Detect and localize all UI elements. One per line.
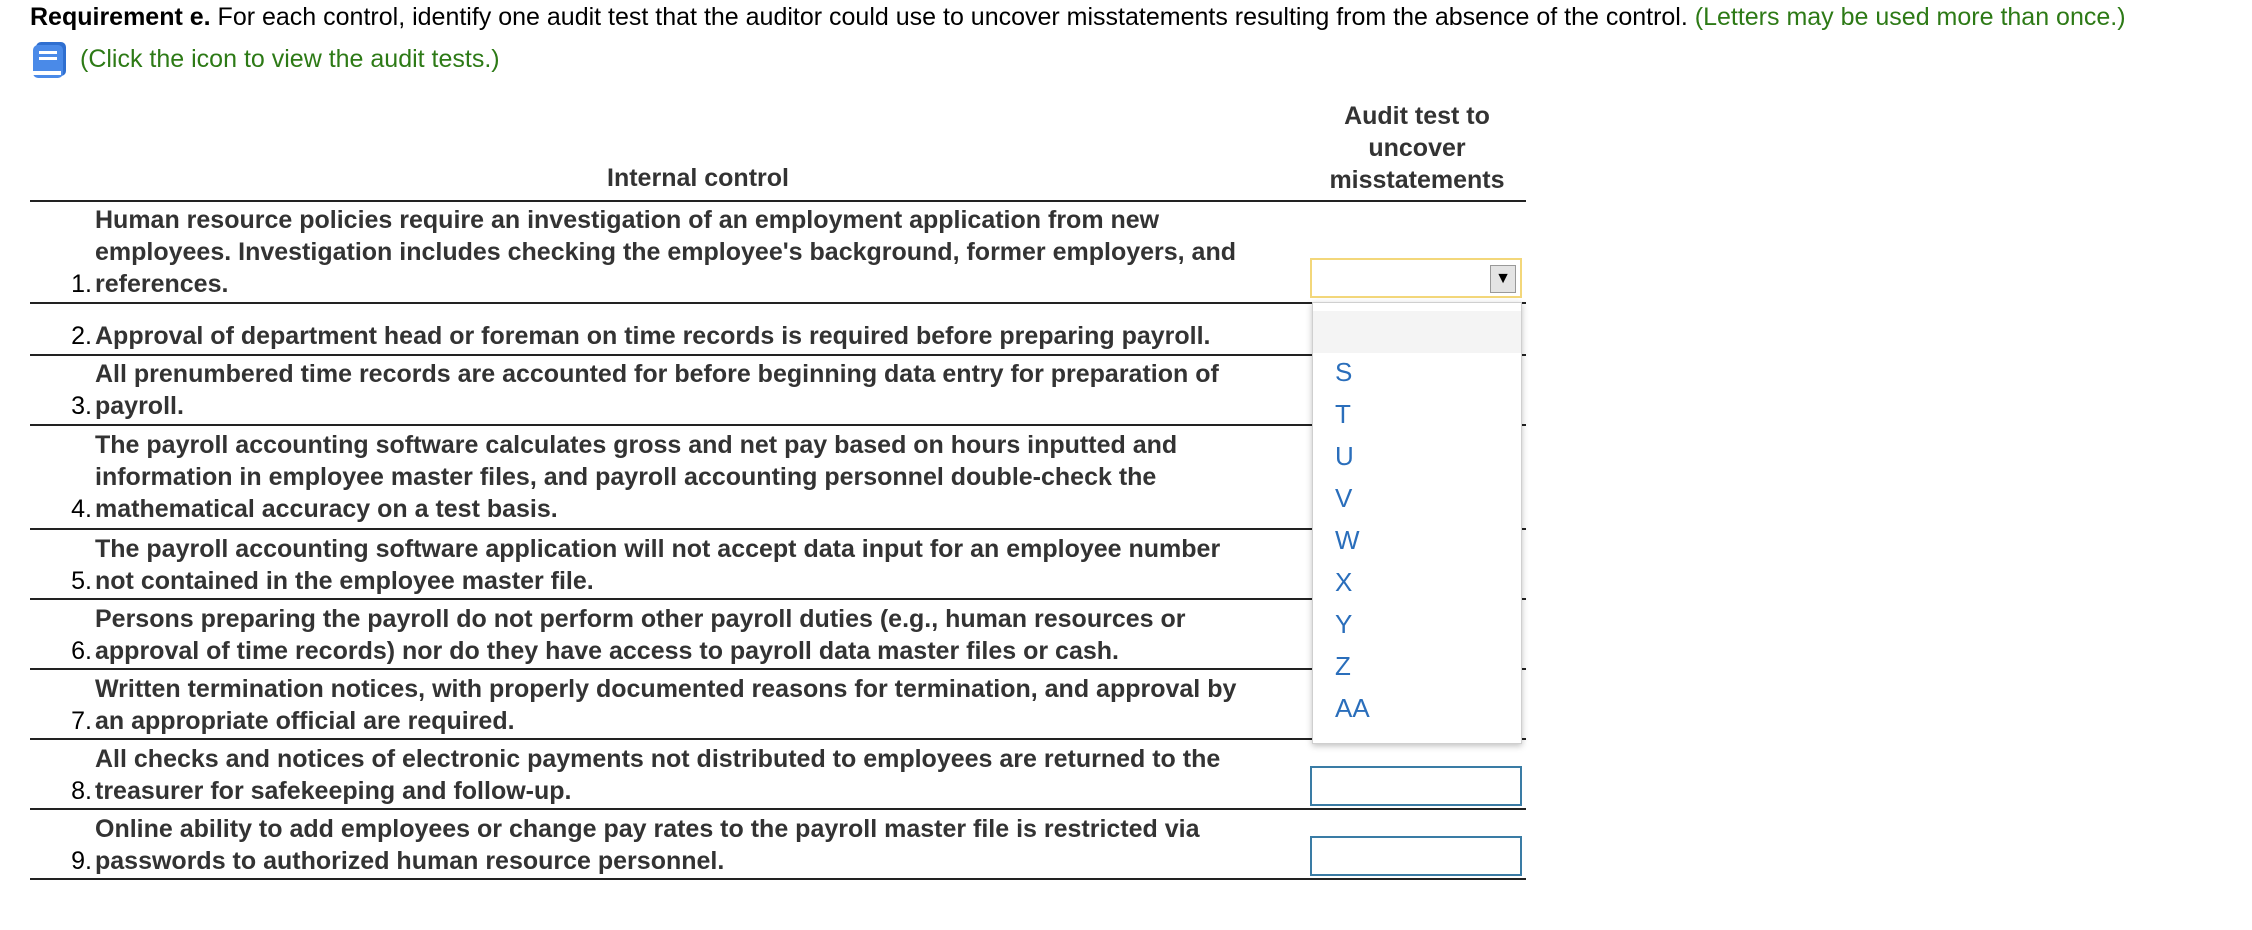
table-row xyxy=(30,320,1300,352)
table-row xyxy=(30,533,1300,597)
row-text-line: an appropriate official are required. xyxy=(95,707,515,735)
dropdown-option[interactable]: AA xyxy=(1335,693,1370,723)
table-row xyxy=(30,743,1300,807)
dropdown-option[interactable]: S xyxy=(1335,357,1353,387)
row-text-line: All prenumbered time records are accounted for before beginning data entry for preparation of xyxy=(95,360,1219,388)
table-divider xyxy=(30,528,1526,530)
table-divider xyxy=(30,668,1526,670)
row-text-line: treasurer for safekeeping and follow-up. xyxy=(95,777,572,805)
audit-test-header xyxy=(1310,100,1524,196)
row-text-line: The payroll accounting software application will not accept data input for an employee number xyxy=(95,535,1221,563)
row-number: 2. xyxy=(71,322,92,350)
table-divider xyxy=(30,598,1526,600)
row-number: 5. xyxy=(71,567,92,595)
requirement-text xyxy=(30,2,2126,32)
row-text-line: references. xyxy=(95,270,229,298)
requirement-instruction: For each control, identify one audit test that the auditor could use to uncover misstatements resulting from the absence of the control. xyxy=(210,3,1688,31)
row-text-line: The payroll accounting software calculates gross and net pay based on hours inputted and xyxy=(95,431,1178,459)
table-row xyxy=(30,204,1300,300)
dropdown-option[interactable]: W xyxy=(1335,525,1360,555)
row-text-line: mathematical accuracy on a test basis. xyxy=(95,495,558,523)
table-divider xyxy=(30,354,1526,356)
table-row xyxy=(30,603,1300,667)
row-number: 8. xyxy=(71,777,92,805)
table-divider xyxy=(30,738,1526,740)
dropdown-option[interactable]: Y xyxy=(1335,609,1353,639)
book-icon[interactable] xyxy=(30,38,72,80)
row-number: 4. xyxy=(71,495,92,523)
audit-test-dropdown-list[interactable] xyxy=(1312,302,1522,744)
requirement-label: Requirement e. xyxy=(30,3,211,31)
audit-tests-link-line xyxy=(30,38,500,80)
audit-test-header-line: uncover xyxy=(1368,134,1466,162)
row-text-line: Approval of department head or foreman on time records is required before preparing payroll. xyxy=(95,322,1211,350)
row-text-line: employees. Investigation includes checking the employee's background, former employers, and xyxy=(95,238,1237,266)
table-row xyxy=(30,673,1300,737)
table-divider xyxy=(30,808,1526,810)
row-number: 3. xyxy=(71,392,92,420)
dropdown-option[interactable]: U xyxy=(1335,441,1354,471)
audit-test-header-line: misstatements xyxy=(1329,166,1505,194)
dropdown-option[interactable]: V xyxy=(1335,483,1353,513)
row-text-line: approval of time records) nor do they have access to payroll data master files or cash. xyxy=(95,637,1119,665)
row-number: 1. xyxy=(71,270,92,298)
row-text-line: Online ability to add employees or change pay rates to the payroll master file is restricted via xyxy=(95,815,1200,843)
row-number: 7. xyxy=(71,707,92,735)
audit-test-select-row-1[interactable] xyxy=(1310,258,1522,298)
audit-test-select-row-8[interactable] xyxy=(1310,766,1522,806)
row-text-line: passwords to authorized human resource personnel. xyxy=(95,847,725,875)
table-divider xyxy=(30,302,1526,304)
row-text-line: information in employee master files, and payroll accounting personnel double-check the xyxy=(95,463,1157,491)
dropdown-option[interactable]: T xyxy=(1335,399,1351,429)
dropdown-option[interactable]: X xyxy=(1335,567,1353,597)
audit-test-header-line: Audit test to xyxy=(1344,102,1490,130)
row-text-line: payroll. xyxy=(95,392,184,420)
view-audit-tests-hint[interactable]: (Click the icon to view the audit tests.) xyxy=(80,44,500,73)
dropdown-arrow-icon[interactable]: ▼ xyxy=(1490,265,1516,293)
dropdown-option-blank[interactable] xyxy=(1313,311,1521,353)
row-text-line: not contained in the employee master file. xyxy=(95,567,594,595)
dropdown-option[interactable]: Z xyxy=(1335,651,1351,681)
table-divider xyxy=(30,424,1526,426)
table-row xyxy=(30,429,1300,525)
row-text-line: Persons preparing the payroll do not perform other payroll duties (e.g., human resources or xyxy=(95,605,1186,633)
row-number: 6. xyxy=(71,637,92,665)
requirement-note: (Letters may be used more than once.) xyxy=(1687,3,2126,31)
row-text-line: Written termination notices, with properly documented reasons for termination, and approval by xyxy=(95,675,1237,703)
internal-control-header: Internal control xyxy=(607,164,789,192)
audit-test-select-row-9[interactable] xyxy=(1310,836,1522,876)
row-text-line: Human resource policies require an investigation of an employment application from new xyxy=(95,206,1160,234)
row-text-line: All checks and notices of electronic payments not distributed to employees are returned to the xyxy=(95,745,1221,773)
table-row xyxy=(30,813,1300,877)
table-divider xyxy=(30,878,1526,880)
row-number: 9. xyxy=(71,847,92,875)
table-row xyxy=(30,358,1300,422)
table-divider xyxy=(30,200,1526,202)
